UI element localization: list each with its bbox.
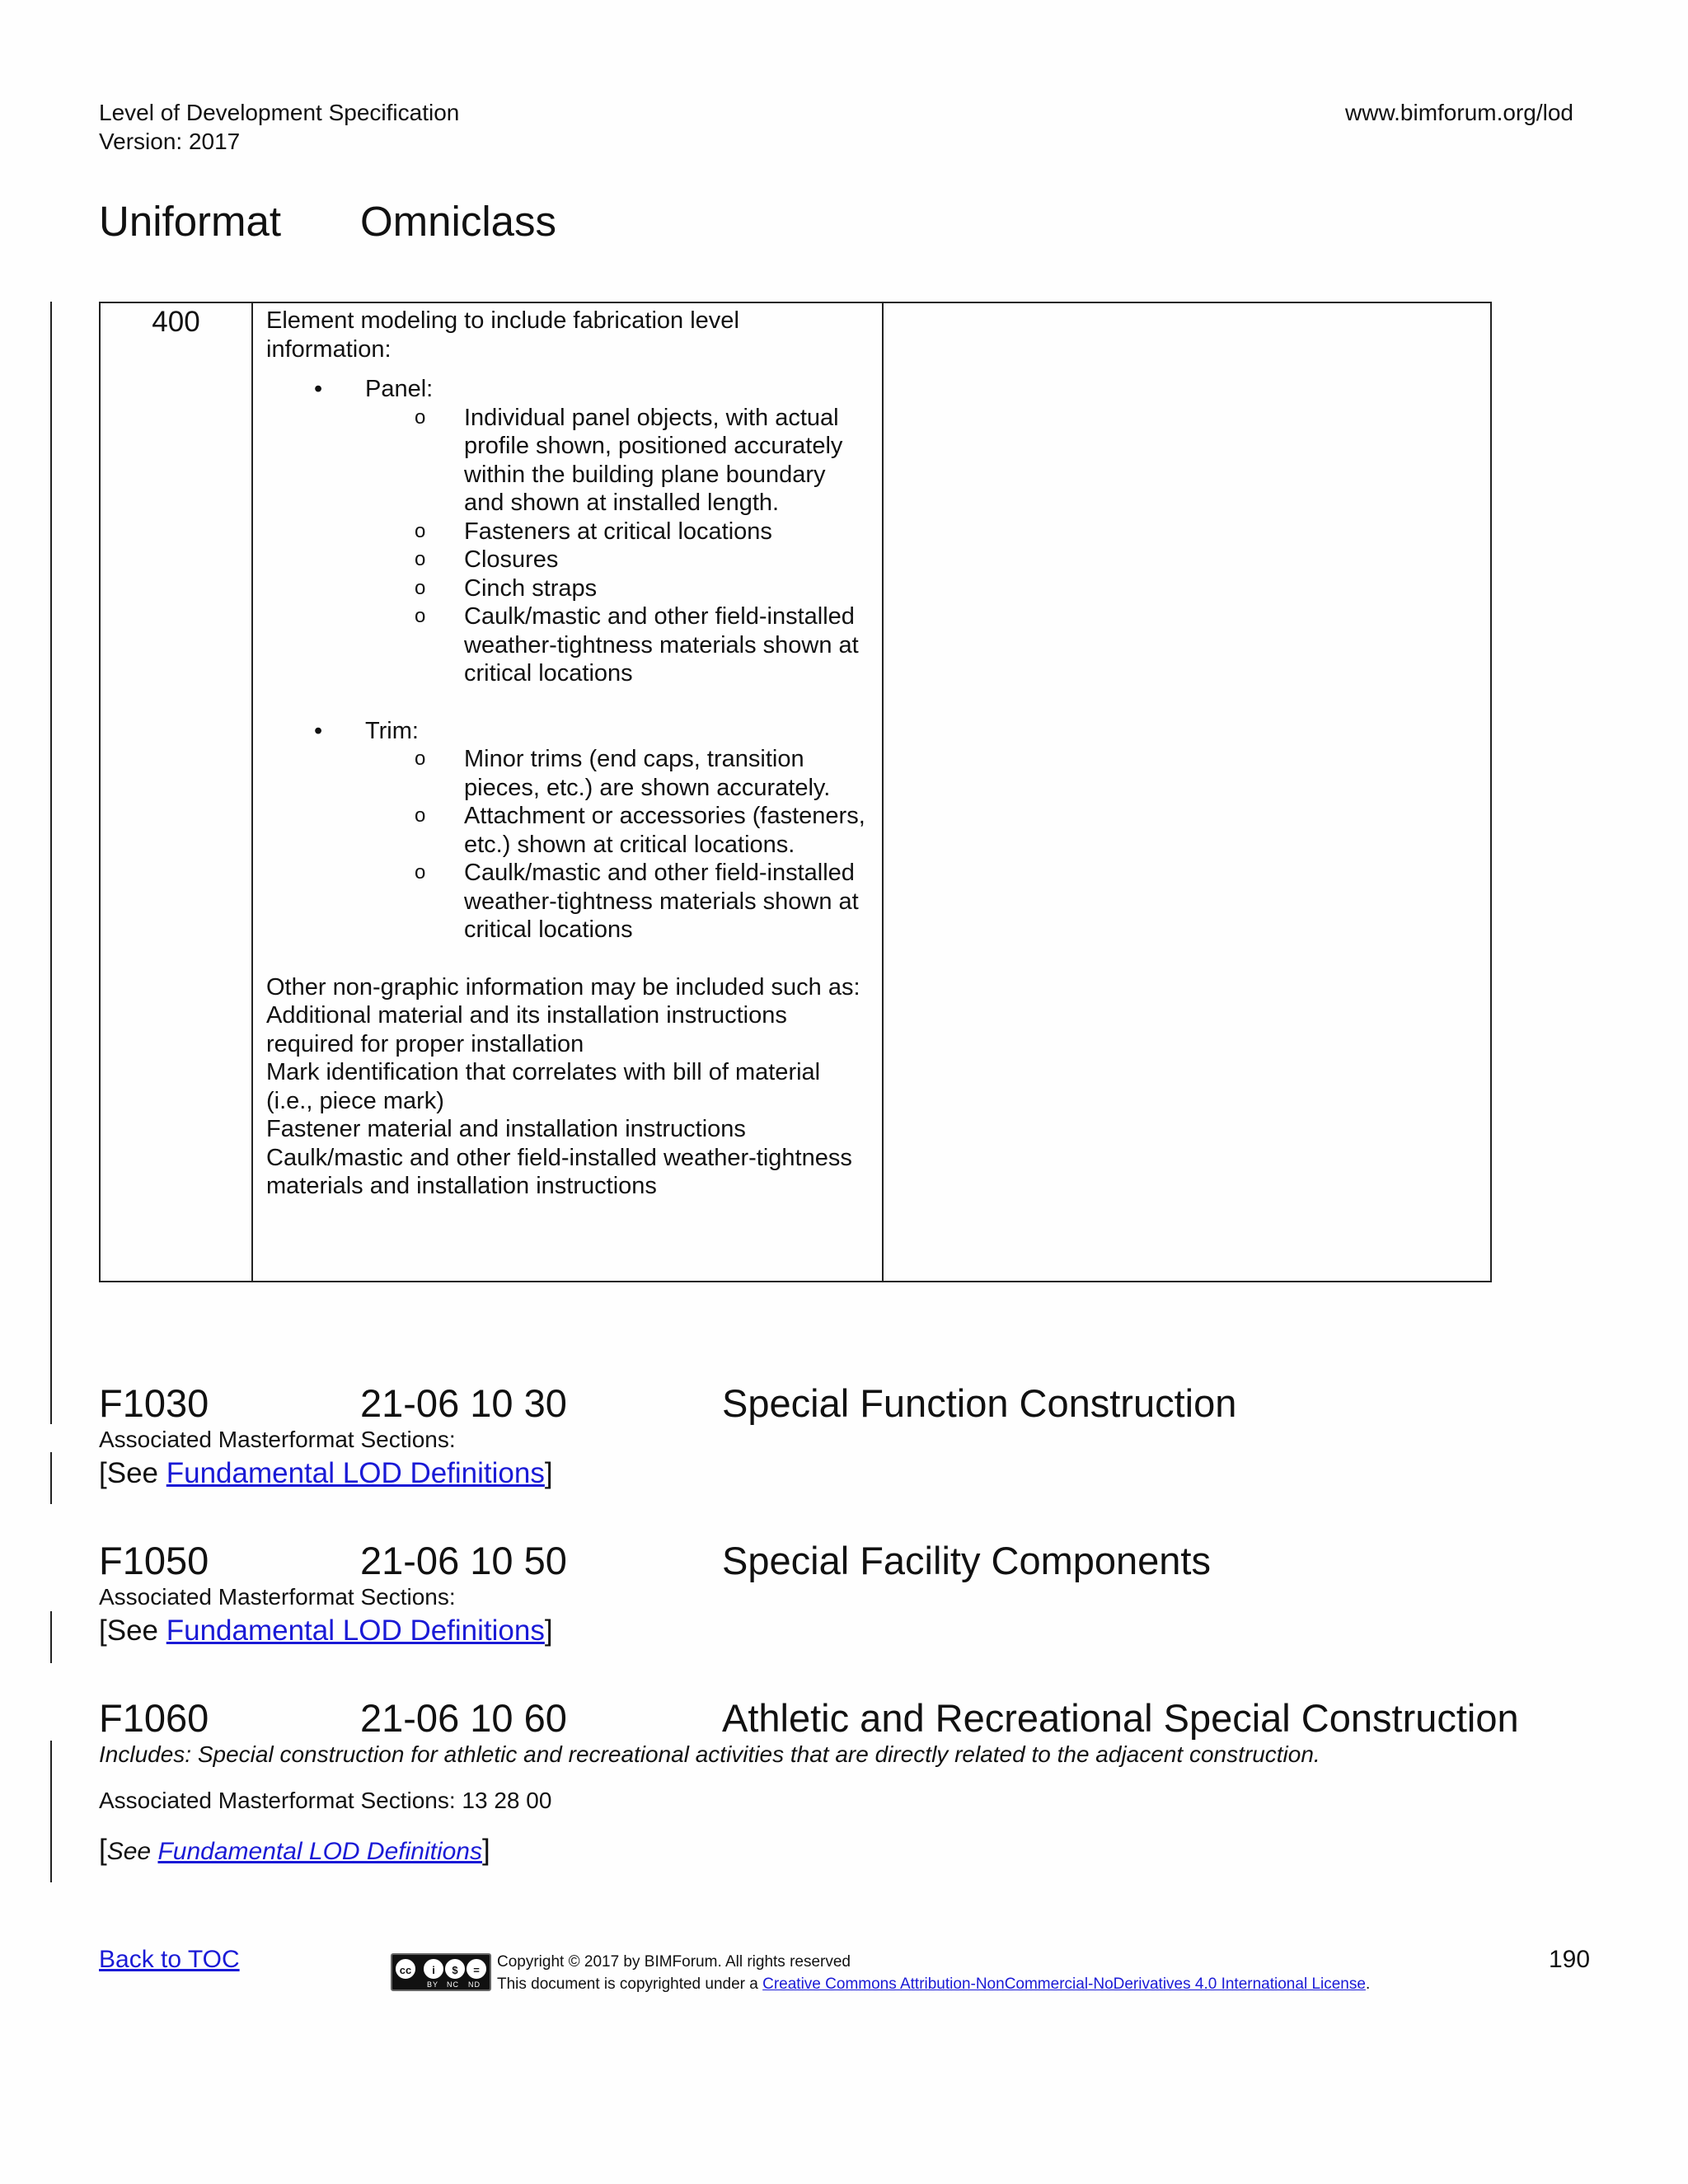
fundamental-lod-link[interactable]: Fundamental LOD Definitions bbox=[166, 1615, 545, 1647]
section-omniclass-code: 21-06 10 60 bbox=[360, 1696, 567, 1740]
list-item bbox=[266, 745, 870, 802]
see-suffix: ] bbox=[544, 1615, 553, 1647]
table-row bbox=[100, 302, 1491, 1282]
other-info-intro: Other non-graphic information may be included such as: bbox=[266, 973, 860, 1001]
item-text: Closures bbox=[464, 546, 559, 573]
list-item bbox=[266, 859, 870, 944]
other-info-item: Fastener material and installation instructions bbox=[266, 1116, 746, 1142]
license-suffix: . bbox=[1365, 1975, 1371, 1993]
section-omniclass-code: 21-06 10 30 bbox=[360, 1381, 567, 1425]
item-text: Attachment or accessories (fasteners, etc.) shown at critical locations. bbox=[464, 803, 865, 858]
circle-bullet-icon: o bbox=[415, 861, 426, 883]
nd-label: ND bbox=[468, 1980, 481, 1989]
change-bar bbox=[50, 302, 52, 1424]
change-bar bbox=[50, 1611, 52, 1663]
cc-icon: cc bbox=[394, 1957, 417, 1980]
back-to-toc-link[interactable]: Back to TOC bbox=[99, 1946, 240, 1973]
cc-license-link[interactable]: Creative Commons Attribution-NonCommercial-NoDerivatives 4.0 International License bbox=[762, 1975, 1366, 1993]
cc-license-badge-icon bbox=[391, 1953, 491, 1991]
includes-note: Includes: Special construction for athletic and recreational activities that are directly related to the adjacent construction. bbox=[99, 1741, 1320, 1767]
list-item bbox=[266, 802, 870, 859]
by-icon: i bbox=[422, 1957, 445, 1980]
by-label: BY bbox=[427, 1980, 439, 1989]
circle-bullet-icon: o bbox=[415, 548, 426, 570]
license-text bbox=[497, 1973, 1370, 1996]
item-text: Caulk/mastic and other field-installed weather-tightness materials shown at critical locations bbox=[464, 860, 859, 943]
see-suffix: ] bbox=[544, 1457, 553, 1489]
list-item bbox=[266, 404, 870, 518]
empty-cell bbox=[883, 302, 1491, 1282]
lod-description-cell bbox=[252, 302, 883, 1282]
section-omniclass-code: 21-06 10 50 bbox=[360, 1539, 567, 1582]
nd-icon: = bbox=[465, 1957, 488, 1980]
list-item bbox=[266, 574, 870, 603]
circle-bullet-icon: o bbox=[415, 605, 426, 627]
group-label-trim: Trim: bbox=[365, 717, 419, 744]
item-text: Fasteners at critical locations bbox=[464, 518, 772, 545]
lod-level: 400 bbox=[152, 306, 200, 338]
group-label-panel: Panel: bbox=[365, 376, 434, 402]
circle-bullet-icon: o bbox=[415, 576, 426, 599]
masterformat-label: Associated Masterformat Sections: 13 28 00 bbox=[99, 1788, 552, 1813]
circle-bullet-icon: o bbox=[415, 804, 426, 827]
lod-table bbox=[99, 302, 1492, 1282]
item-text: Individual panel objects, with actual profile shown, positioned accurately within the building plane boundary and shown at installed length. bbox=[464, 404, 843, 516]
description-intro: Element modeling to include fabrication level information: bbox=[266, 307, 739, 363]
lod-level-cell bbox=[100, 302, 252, 1282]
fundamental-lod-link[interactable]: Fundamental LOD Definitions bbox=[157, 1838, 482, 1865]
see-reference bbox=[99, 1833, 490, 1869]
section-uniformat-code: F1050 bbox=[99, 1539, 209, 1582]
masterformat-label: Associated Masterformat Sections: bbox=[99, 1427, 456, 1452]
circle-bullet-icon: o bbox=[415, 519, 426, 542]
see-word: See bbox=[106, 1838, 158, 1865]
section-uniformat-code: F1060 bbox=[99, 1696, 209, 1740]
see-reference bbox=[99, 1456, 553, 1491]
page-number: 190 bbox=[1549, 1946, 1591, 1973]
item-text: Cinch straps bbox=[464, 574, 598, 602]
section-title: Special Facility Components bbox=[722, 1539, 1211, 1582]
circle-bullet-icon: o bbox=[415, 405, 426, 429]
doc-title: Level of Development Specification bbox=[99, 100, 460, 125]
bullet-icon: • bbox=[314, 717, 323, 744]
nc-icon: $ bbox=[443, 1957, 467, 1980]
circle-bullet-icon: o bbox=[415, 748, 426, 770]
list-item bbox=[266, 375, 870, 404]
license-prefix: This document is copyrighted under a bbox=[497, 1975, 763, 1993]
fundamental-lod-link[interactable]: Fundamental LOD Definitions bbox=[166, 1457, 545, 1489]
bullet-icon: • bbox=[314, 376, 323, 402]
see-prefix: [ bbox=[99, 1834, 107, 1866]
see-suffix: ] bbox=[481, 1834, 490, 1866]
item-text: Caulk/mastic and other field-installed weather-tightness materials shown at critical locations bbox=[464, 603, 859, 687]
change-bar bbox=[50, 1741, 52, 1882]
list-item bbox=[266, 602, 870, 688]
list-item bbox=[266, 546, 870, 574]
other-info-item: Mark identification that correlates with bill of material (i.e., piece mark) bbox=[266, 1059, 821, 1114]
doc-version: Version: 2017 bbox=[99, 129, 241, 154]
section-title: Special Function Construction bbox=[722, 1381, 1237, 1425]
masterformat-label: Associated Masterformat Sections: bbox=[99, 1584, 456, 1610]
omniclass-heading: Omniclass bbox=[360, 198, 557, 245]
header-url: www.bimforum.org/lod bbox=[1345, 100, 1573, 125]
uniformat-heading: Uniformat bbox=[99, 198, 282, 245]
list-item bbox=[266, 518, 870, 546]
other-info-item: Caulk/mastic and other field-installed weather-tightness materials and installation instructions bbox=[266, 1144, 852, 1199]
see-prefix: [See bbox=[99, 1615, 166, 1647]
nc-label: NC bbox=[447, 1980, 459, 1989]
item-text: Minor trims (end caps, transition pieces, etc.) are shown accurately. bbox=[464, 746, 831, 801]
list-item bbox=[266, 717, 870, 746]
section-uniformat-code: F1030 bbox=[99, 1381, 209, 1425]
copyright-text: Copyright © 2017 by BIMForum. All rights reserved bbox=[497, 1953, 851, 1971]
see-prefix: [See bbox=[99, 1457, 166, 1489]
other-info-item: Additional material and its installation instructions required for proper installation bbox=[266, 1002, 787, 1057]
change-bar bbox=[50, 1452, 52, 1504]
section-title: Athletic and Recreational Special Construction bbox=[722, 1696, 1519, 1740]
see-reference bbox=[99, 1614, 553, 1648]
